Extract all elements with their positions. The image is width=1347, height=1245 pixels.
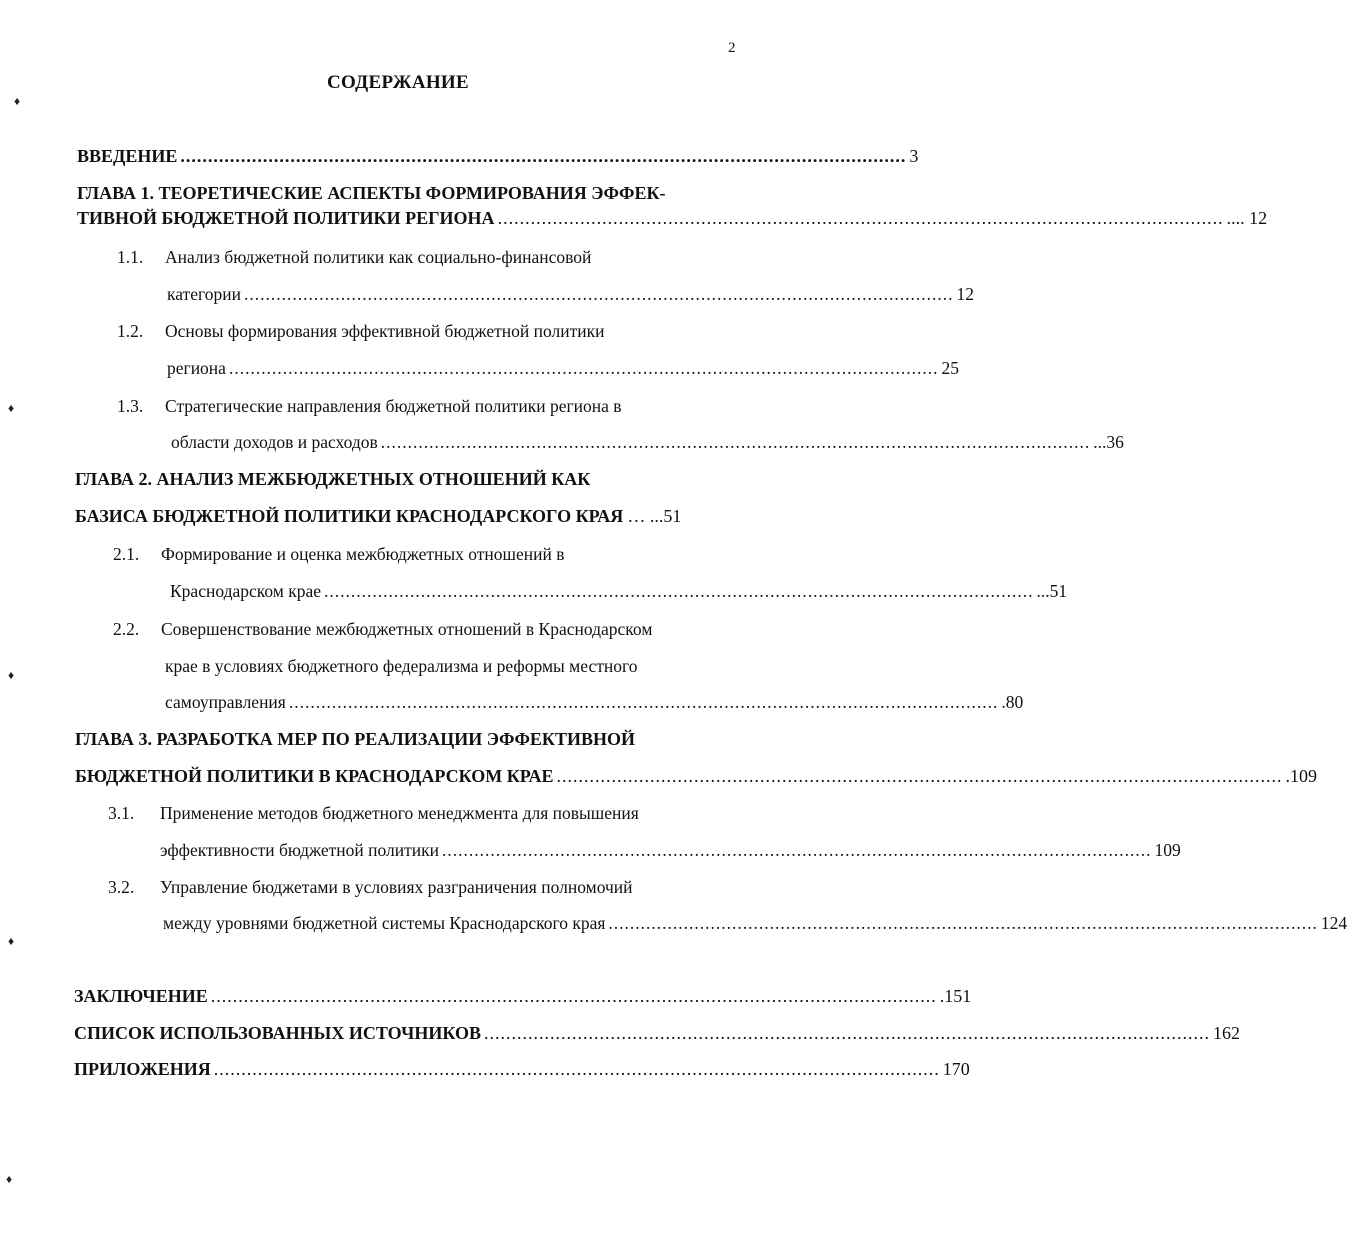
toc-section-2-1[interactable] (113, 544, 733, 565)
toc-page: .... 12 (1226, 208, 1268, 228)
toc-chapter-1-line2[interactable] (77, 208, 1268, 229)
toc-section-1-1[interactable] (117, 247, 737, 268)
toc-section-3-1-line2[interactable] (160, 840, 1181, 861)
toc-label: ВВЕДЕНИЕ (77, 146, 178, 166)
toc-entry-conclusion[interactable] (74, 986, 972, 1007)
section-number: 1.2. (117, 321, 144, 341)
toc-label: Стратегические направления бюджетной политики региона в (165, 396, 622, 416)
toc-page: 25 (941, 358, 959, 378)
toc-chapter-1-line1[interactable] (77, 183, 737, 204)
toc-chapter-3-line2[interactable] (75, 766, 1317, 787)
toc-entry-sources[interactable] (74, 1023, 1240, 1044)
binder-hole-mark-icon: ♦ (8, 668, 15, 682)
toc-page: 162 (1212, 1023, 1240, 1043)
binder-hole-mark-icon: ♦ (8, 401, 15, 415)
toc-chapter-2-line2[interactable] (75, 506, 730, 527)
toc-section-3-2[interactable] (108, 877, 788, 898)
leader-dots: .................................................................................................................................... (324, 581, 1034, 601)
toc-page: 109 (1154, 840, 1181, 860)
toc-label: Совершенствование межбюджетных отношений в Краснодарском (161, 619, 653, 639)
toc-page: 124 (1320, 913, 1347, 933)
toc-label: ГЛАВА 1. ТЕОРЕТИЧЕСКИЕ АСПЕКТЫ ФОРМИРОВАНИЯ ЭФФЕК- (77, 183, 666, 203)
toc-label: между уровнями бюджетной системы Краснодарского края (163, 913, 606, 933)
toc-label: самоуправления (165, 692, 286, 712)
leader-dots: .................................................................................................................................... (497, 208, 1224, 228)
toc-label: эффективности бюджетной политики (160, 840, 439, 860)
toc-page: … ...51 (627, 506, 682, 526)
leader-dots: .................................................................................................................................... (228, 358, 939, 378)
toc-chapter-3-line1[interactable] (75, 729, 755, 750)
toc-entry-intro[interactable] (77, 146, 919, 167)
toc-chapter-2-line1[interactable] (75, 469, 735, 490)
page-number: 2 (728, 40, 736, 56)
leader-dots: .................................................................................................................................... (556, 766, 1283, 786)
toc-label: СПИСОК ИСПОЛЬЗОВАННЫХ ИСТОЧНИКОВ (74, 1023, 481, 1043)
leader-dots: .................................................................................................................................... (243, 284, 954, 304)
toc-label: Анализ бюджетной политики как социально-финансовой (165, 247, 592, 267)
toc-label: области доходов и расходов (171, 432, 378, 452)
toc-label: ПРИЛОЖЕНИЯ (74, 1059, 211, 1079)
toc-section-1-2[interactable] (117, 321, 737, 342)
leader-dots: .................................................................................................................................... (442, 840, 1152, 860)
leader-dots: .................................................................................................................................... (213, 1059, 940, 1079)
toc-page: .109 (1285, 766, 1317, 786)
toc-label: ГЛАВА 2. АНАЛИЗ МЕЖБЮДЖЕТНЫХ ОТНОШЕНИЙ КАК (75, 469, 591, 489)
leader-dots: .................................................................................................................................... (288, 692, 999, 712)
toc-section-2-2-line3[interactable] (165, 692, 1024, 713)
toc-label: ГЛАВА 3. РАЗРАБОТКА МЕР ПО РЕАЛИЗАЦИИ ЭФФЕКТИВНОЙ (75, 729, 635, 749)
toc-entry-appendix[interactable] (74, 1059, 970, 1080)
leader-dots: .................................................................................................................................... (210, 986, 937, 1006)
toc-label: региона (167, 358, 226, 378)
toc-label: категории (167, 284, 241, 304)
toc-label: Формирование и оценка межбюджетных отношений в (161, 544, 565, 564)
section-number: 1.1. (117, 247, 144, 267)
leader-dots: .................................................................................................................................... (380, 432, 1091, 452)
leader-dots: .................................................................................................................................... (180, 146, 907, 166)
toc-section-1-2-line2[interactable] (167, 358, 959, 379)
section-number: 1.3. (117, 396, 144, 416)
toc-page: .151 (939, 986, 972, 1006)
toc-section-1-3[interactable] (117, 396, 737, 417)
toc-label: Применение методов бюджетного менеджмента для повышения (160, 803, 639, 823)
binder-hole-mark-icon: ♦ (14, 94, 21, 108)
toc-label: ЗАКЛЮЧЕНИЕ (74, 986, 208, 1006)
toc-section-3-1[interactable] (108, 803, 788, 824)
toc-page: 12 (956, 284, 974, 304)
toc-section-3-2-line2[interactable] (163, 913, 1347, 934)
page-title: СОДЕРЖАНИЕ (327, 72, 469, 93)
toc-page: 3 (909, 146, 919, 166)
toc-section-2-1-line2[interactable] (170, 581, 1068, 602)
toc-label: БАЗИСА БЮДЖЕТНОЙ ПОЛИТИКИ КРАСНОДАРСКОГО КРАЯ (75, 506, 624, 526)
section-number: 3.1. (108, 803, 135, 823)
toc-page: ...51 (1036, 581, 1068, 601)
toc-page: 170 (942, 1059, 970, 1079)
toc-label: ТИВНОЙ БЮДЖЕТНОЙ ПОЛИТИКИ РЕГИОНА (77, 208, 495, 228)
toc-label: Основы формирования эффективной бюджетной политики (165, 321, 605, 341)
leader-dots: .................................................................................................................................... (483, 1023, 1210, 1043)
toc-page: .80 (1001, 692, 1024, 712)
section-number: 2.1. (113, 544, 140, 564)
toc-section-1-3-line2[interactable] (171, 432, 1124, 453)
toc-section-1-1-line2[interactable] (167, 284, 974, 305)
toc-label: крае в условиях бюджетного федерализма и реформы местного (165, 656, 638, 676)
toc-section-2-2-line2[interactable] (165, 656, 785, 677)
section-number: 2.2. (113, 619, 140, 639)
binder-hole-mark-icon: ♦ (6, 1172, 13, 1186)
toc-label: Управление бюджетами в условиях разграничения полномочий (160, 877, 633, 897)
toc-page: ...36 (1093, 432, 1124, 452)
toc-label: Краснодарском крае (170, 581, 322, 601)
leader-dots: .................................................................................................................................... (608, 913, 1318, 933)
binder-hole-mark-icon: ♦ (8, 934, 15, 948)
toc-label: БЮДЖЕТНОЙ ПОЛИТИКИ В КРАСНОДАРСКОМ КРАЕ (75, 766, 554, 786)
toc-section-2-2[interactable] (113, 619, 793, 640)
section-number: 3.2. (108, 877, 135, 897)
